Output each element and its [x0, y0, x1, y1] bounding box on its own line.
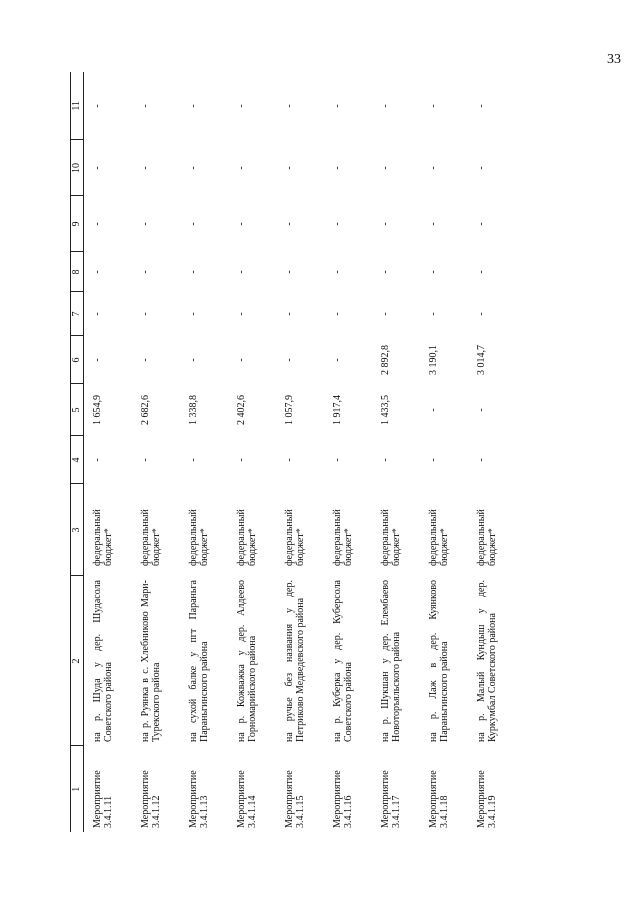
value-cell: - [283, 358, 295, 362]
column-header: 6 [71, 336, 84, 384]
description-cell: на р. Кожважка у дер. Алдеево Горномарийского района [235, 580, 258, 742]
value-cell: - [427, 270, 439, 274]
value-cell: - [331, 270, 343, 274]
column-header: 10 [71, 140, 84, 196]
value-cell: - [139, 458, 151, 462]
description-cell: на р. Шуда у дер. Шудасола Советского района [91, 580, 114, 742]
funding-source-cell: федеральный бюджет* [235, 509, 258, 566]
value-cell: - [331, 312, 343, 316]
measure-id-cell: Мероприятие 3.4.1.18 [427, 770, 450, 828]
value-cell: - [187, 104, 199, 108]
value-cell: - [331, 166, 343, 170]
value-cell: - [91, 104, 103, 108]
measure-id-cell: Мероприятие 3.4.1.19 [475, 770, 498, 828]
header-row [71, 72, 84, 832]
value-cell: - [235, 358, 247, 362]
measure-id-cell: Мероприятие 3.4.1.12 [139, 770, 162, 828]
value-cell: - [475, 104, 487, 108]
description-cell: на р. Шукшан у дер. Елембаево Новоторъяльского района [379, 580, 402, 742]
value-cell: - [331, 222, 343, 226]
funding-source-cell: федеральный бюджет* [427, 509, 450, 566]
table-row [420, 72, 468, 832]
value-cell: - [187, 166, 199, 170]
value-cell: - [475, 270, 487, 274]
value-cell: - [139, 358, 151, 362]
funding-source-cell: федеральный бюджет* [331, 509, 354, 566]
rotated-table-container [70, 72, 570, 832]
page-number: 33 [607, 52, 621, 67]
funding-source-cell: федеральный бюджет* [187, 509, 210, 566]
value-cell: - [475, 458, 487, 462]
value-cell: - [379, 458, 391, 462]
value-cell: - [475, 408, 487, 412]
table-row [83, 72, 132, 832]
value-cell: 3 190,1 [427, 345, 439, 375]
data-table [70, 72, 516, 832]
measure-id-cell: Мероприятие 3.4.1.15 [283, 770, 306, 828]
value-cell: - [187, 270, 199, 274]
value-cell: - [139, 270, 151, 274]
value-cell: - [235, 166, 247, 170]
column-header: 7 [71, 292, 84, 336]
value-cell: - [283, 458, 295, 462]
value-cell: - [283, 166, 295, 170]
value-cell: - [331, 104, 343, 108]
value-cell: - [427, 222, 439, 226]
column-header: 4 [71, 436, 84, 484]
value-cell: 1 917,4 [331, 395, 343, 425]
column-header: 8 [71, 252, 84, 292]
value-cell: - [187, 222, 199, 226]
description-cell: на р. Руянка в с. Хлебниково Мари-Турекского района [139, 580, 162, 742]
description-cell: на сухой балке у пгт Параньга Параньгинского района [187, 580, 210, 742]
value-cell: - [427, 458, 439, 462]
value-cell: - [379, 104, 391, 108]
value-cell: - [235, 270, 247, 274]
value-cell: 2 682,6 [139, 395, 151, 425]
table-row [228, 72, 276, 832]
value-cell: - [379, 312, 391, 316]
value-cell: - [139, 222, 151, 226]
funding-source-cell: федеральный бюджет* [139, 509, 162, 566]
description-cell: на р. Лаж в дер. Куянково Параньгинского района [427, 580, 450, 742]
funding-source-cell: федеральный бюджет* [475, 509, 498, 566]
table-row [468, 72, 516, 832]
value-cell: - [331, 458, 343, 462]
column-header: 1 [71, 746, 84, 832]
funding-source-cell: федеральный бюджет* [283, 509, 306, 566]
value-cell: 1 433,5 [379, 395, 391, 425]
table-row [324, 72, 372, 832]
column-header: 3 [71, 484, 84, 576]
measure-id-cell: Мероприятие 3.4.1.11 [91, 770, 114, 828]
value-cell: 2 892,8 [379, 345, 391, 375]
value-cell: - [427, 104, 439, 108]
value-cell: 3 014,7 [475, 345, 487, 375]
value-cell: - [91, 312, 103, 316]
value-cell: - [139, 166, 151, 170]
description-cell: на ручье без названия у дер. Петриково Медведевского района [283, 580, 306, 742]
value-cell: - [139, 104, 151, 108]
measure-id-cell: Мероприятие 3.4.1.14 [235, 770, 258, 828]
value-cell: - [91, 270, 103, 274]
value-cell: - [91, 222, 103, 226]
description-cell: на р. Малый Кундыш у дер. Куркумбал Советского района [475, 580, 498, 742]
value-cell: - [283, 104, 295, 108]
funding-source-cell: федеральный бюджет* [379, 509, 402, 566]
value-cell: - [139, 312, 151, 316]
table-row [276, 72, 324, 832]
value-cell: - [283, 222, 295, 226]
column-header: 2 [71, 576, 84, 746]
column-header: 9 [71, 196, 84, 252]
measure-id-cell: Мероприятие 3.4.1.16 [331, 770, 354, 828]
value-cell: 2 402,6 [235, 395, 247, 425]
value-cell: - [475, 312, 487, 316]
table-row [180, 72, 228, 832]
value-cell: - [187, 458, 199, 462]
value-cell: - [235, 458, 247, 462]
table-row [132, 72, 180, 832]
value-cell: - [427, 312, 439, 316]
table-row [372, 72, 420, 832]
value-cell: - [427, 408, 439, 412]
value-cell: - [235, 222, 247, 226]
value-cell: - [91, 166, 103, 170]
value-cell: - [331, 358, 343, 362]
value-cell: 1 057,9 [283, 395, 295, 425]
measure-id-cell: Мероприятие 3.4.1.17 [379, 770, 402, 828]
measure-id-cell: Мероприятие 3.4.1.13 [187, 770, 210, 828]
value-cell: - [475, 166, 487, 170]
value-cell: - [187, 358, 199, 362]
column-header: 5 [71, 384, 84, 436]
value-cell: - [283, 270, 295, 274]
column-header: 11 [71, 72, 84, 140]
value-cell: - [187, 312, 199, 316]
value-cell: - [379, 166, 391, 170]
value-cell: - [379, 222, 391, 226]
value-cell: - [427, 166, 439, 170]
value-cell: - [91, 458, 103, 462]
value-cell: - [283, 312, 295, 316]
value-cell: 1 338,8 [187, 395, 199, 425]
value-cell: - [475, 222, 487, 226]
value-cell: - [235, 104, 247, 108]
funding-source-cell: федеральный бюджет* [91, 509, 114, 566]
value-cell: 1 654,9 [91, 395, 103, 425]
value-cell: - [379, 270, 391, 274]
description-cell: на р. Куберка у дер. Куберсола Советского района [331, 580, 354, 742]
value-cell: - [91, 358, 103, 362]
value-cell: - [235, 312, 247, 316]
